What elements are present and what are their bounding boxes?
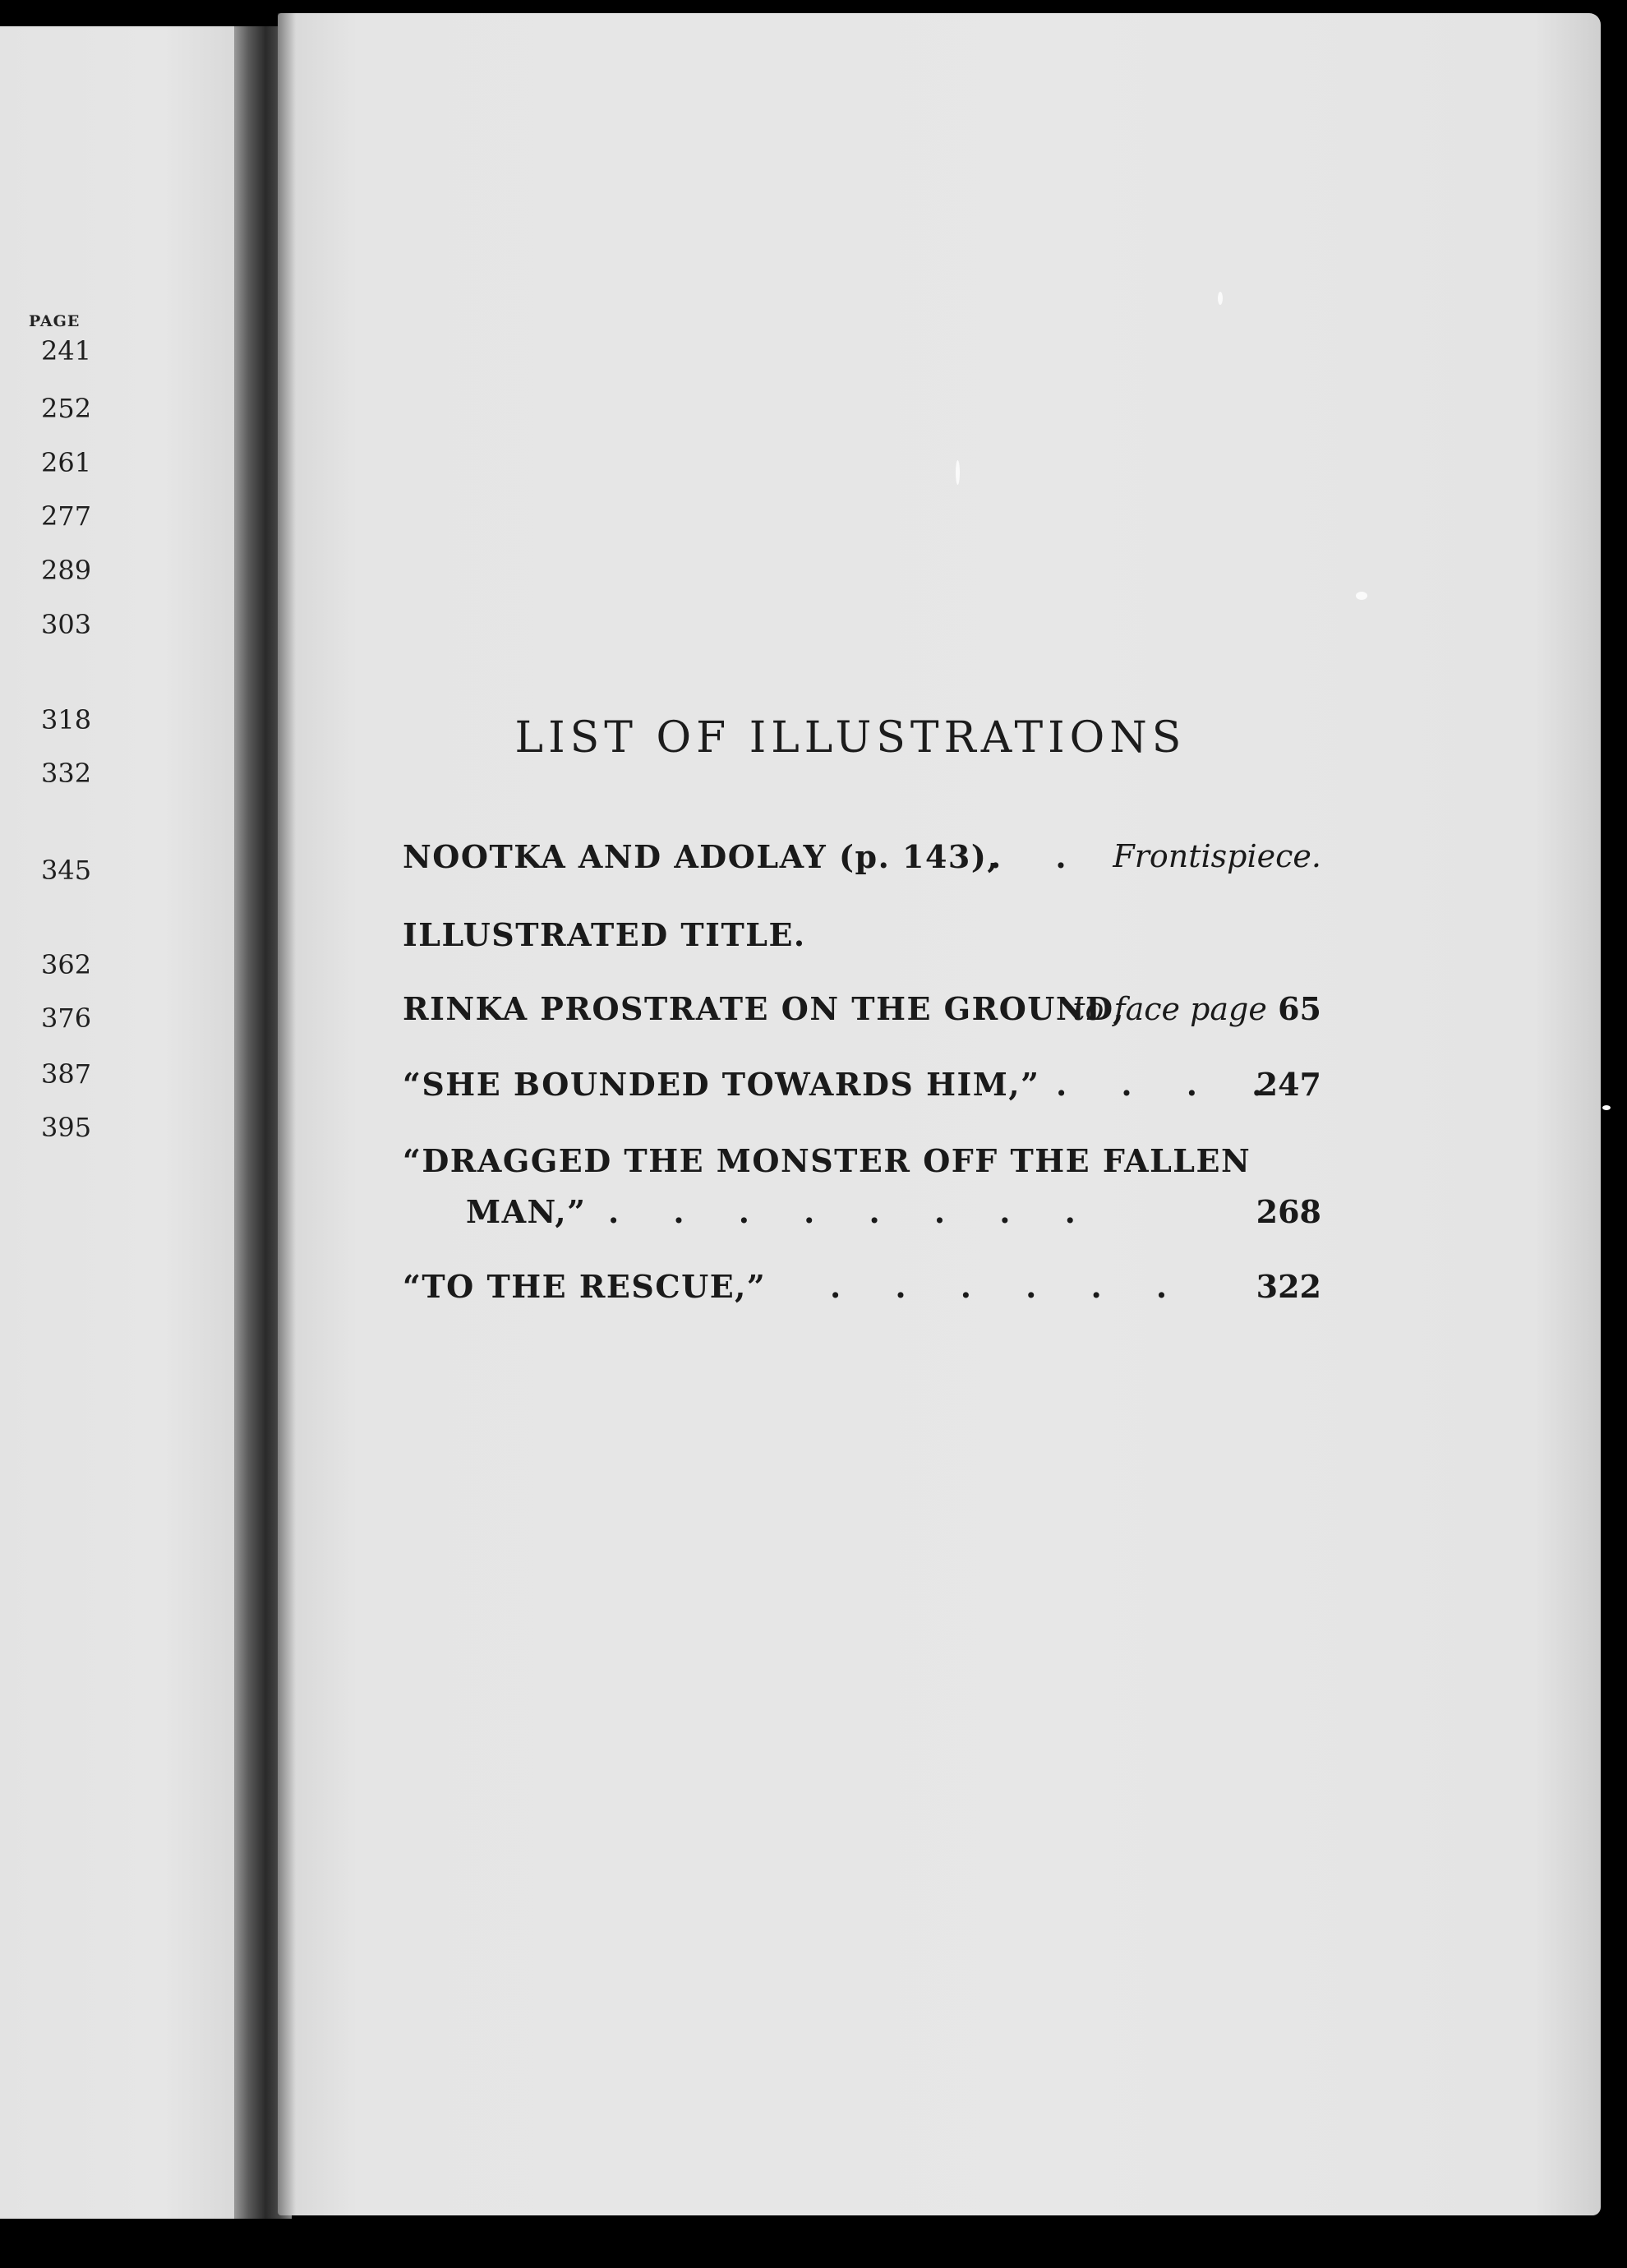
illustration-page [1072,990,1321,1027]
illustration-page: 268 [1256,1193,1321,1230]
page-number: 376 [41,1003,92,1034]
illustration-title: RINKA PROSTRATE ON THE GROUND, [403,990,1125,1027]
scan-speck [956,460,960,485]
page-number: 277 [41,500,92,532]
scan-speck [1218,292,1223,305]
page-number: 261 [41,447,92,478]
page-column-label: PAGE [29,312,81,330]
page-number: 387 [41,1058,92,1090]
dot-leader: . . . . . . . . [608,1193,1076,1230]
illustration-title-continuation: MAN,” [466,1193,587,1230]
page-edge-shadow [278,13,296,2215]
page-number: 332 [41,758,92,789]
page-number: 241 [41,335,92,366]
dot-leader: . . . . [1056,1066,1263,1103]
illustration-title: “DRAGGED THE MONSTER OFF THE FALLEN [403,1142,1251,1179]
dot-leader: . . . . . . [830,1268,1168,1305]
illustration-title: “TO THE RESCUE,” [403,1268,767,1305]
current-page [278,13,1601,2215]
dot-leader: . . [990,838,1067,875]
illustration-title: “SHE BOUNDED TOWARDS HIM,” [403,1066,1040,1103]
illustration-page: Frontispiece. [1113,838,1321,874]
page-number: 289 [41,555,92,586]
page-number: 318 [41,704,92,735]
previous-page [0,26,234,2219]
page-number: 303 [41,609,92,640]
illustration-title: NOOTKA AND ADOLAY (p. 143), [403,838,1000,875]
page-number-value: 65 [1278,990,1321,1027]
page-number: 252 [41,393,92,424]
page-number: 395 [41,1112,92,1143]
page-number: 345 [41,855,92,886]
page-number: 362 [41,949,92,980]
illustration-page: 247 [1256,1066,1321,1103]
illustration-title: ILLUSTRATED TITLE. [403,916,806,953]
page-title: LIST OF ILLUSTRATIONS [514,713,1187,763]
page-prefix: to face page [1072,991,1267,1027]
illustration-page: 322 [1256,1268,1321,1305]
scan-speck [1356,592,1367,600]
scan-speck [1602,1105,1611,1110]
